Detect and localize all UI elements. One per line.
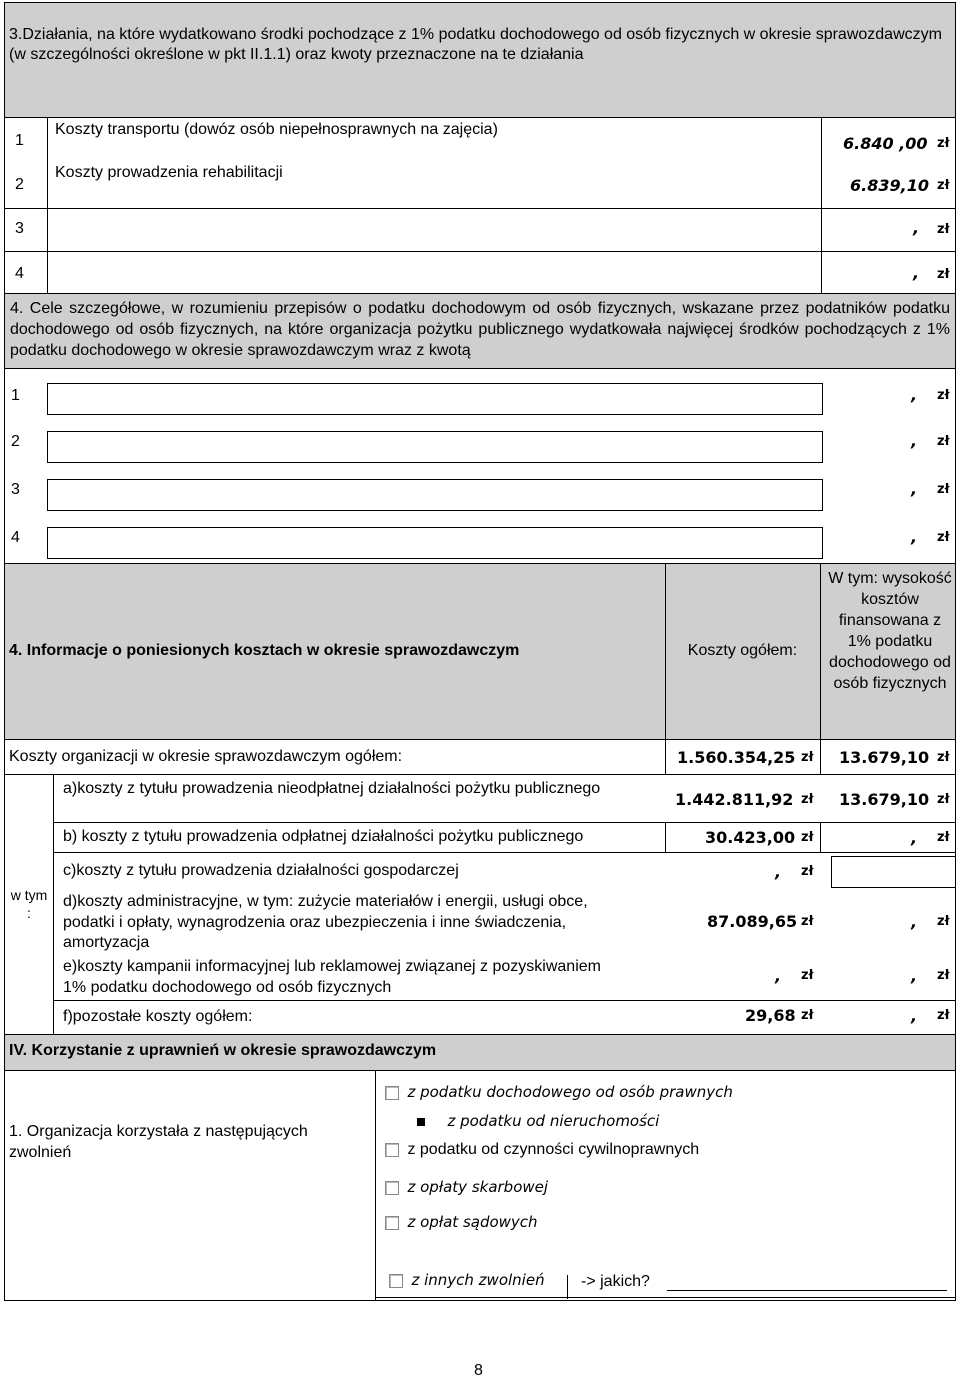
s3-row1-no: 1	[15, 132, 24, 149]
row-f-label: f)pozostałe koszty ogółem:	[63, 1008, 253, 1025]
row-e-amount: ,	[775, 966, 782, 985]
row-f-share: ,	[911, 1006, 918, 1025]
row-d-label: d)koszty administracyjne, w tym: zużycie materiałów i energii, usługi obce, podatki i opłaty, wynagrodzenia oraz ubezpieczenia i inne świadczenia, amortyzacja	[63, 893, 588, 951]
row-c-amount-unit: zł	[801, 864, 814, 879]
s3-row2-unit: zł	[937, 178, 950, 193]
row-a-amount-unit: zł	[801, 792, 814, 807]
option-3	[385, 1141, 699, 1159]
option-1	[385, 1083, 733, 1102]
row-b-amount: 30.423,00	[705, 828, 796, 847]
s3-row3-unit: zł	[937, 222, 950, 237]
checkbox-icon[interactable]	[385, 1181, 399, 1195]
row-c-amount: ,	[775, 862, 782, 881]
col-total-header: Koszty ogółem:	[687, 642, 798, 659]
row-b-share-unit: zł	[937, 830, 950, 845]
option-1-label: z podatku dochodowego od osób prawnych	[407, 1083, 733, 1101]
s4a-row2-no: 2	[11, 433, 20, 450]
s3-row4-unit: zł	[937, 267, 950, 282]
checkbox-icon[interactable]	[385, 1086, 399, 1100]
s3-row4-no: 4	[15, 265, 24, 282]
checkbox-icon[interactable]	[389, 1274, 403, 1288]
other-prompt-label: -> jakich?	[581, 1273, 650, 1290]
bullet-square-icon	[417, 1118, 425, 1126]
section-iv-title: IV. Korzystanie z uprawnień w okresie sprawozdawczym	[9, 1042, 437, 1059]
option-6-label: z innych zwolnień	[411, 1271, 545, 1289]
row-a-share: 13.679,10	[839, 790, 930, 809]
s4a-row3-amount: ,	[911, 479, 918, 498]
row-f-amount-unit: zł	[801, 1008, 814, 1023]
section4a-table	[4, 369, 956, 564]
s4a-row2-amount: ,	[911, 431, 918, 450]
section3-title: 3.Działania, na które wydatkowano środki pochodzące z 1% podatku dochodowego od osób fizycznych w okresie sprawozdawczym (w szczególności określone w pkt II.1.1) oraz kwoty przeznaczone na te działania	[9, 26, 942, 63]
checkbox-icon[interactable]	[385, 1216, 399, 1230]
option-3-label: z podatku od czynności cywilnoprawnych	[407, 1141, 700, 1158]
row-b-amount-unit: zł	[801, 830, 814, 845]
row-d-amount: 87.089,65	[707, 912, 798, 931]
s3-row2-no: 2	[15, 176, 24, 193]
section4a-header	[4, 294, 956, 369]
section3-header	[4, 2, 956, 118]
row-c-label: c)koszty z tytułu prowadzenia działalności gospodarczej	[63, 862, 459, 879]
row-d-share-unit: zł	[937, 914, 950, 929]
s4a-row1-amount: ,	[911, 385, 918, 404]
w-tym-label: w tym :	[10, 887, 48, 921]
section-iv-body	[4, 1071, 956, 1301]
s3-row3-no: 3	[15, 220, 24, 237]
total-amount: 1.560.354,25	[677, 748, 796, 767]
s3-row2-amount: 6.839,10	[850, 176, 929, 195]
row-d-amount-unit: zł	[801, 914, 814, 929]
s4a-row2-unit: zł	[937, 434, 950, 449]
row-f-amount: 29,68	[745, 1006, 796, 1025]
checkbox-icon[interactable]	[385, 1143, 399, 1157]
section3-table	[4, 118, 956, 294]
s3-row1-amount: 6.840 ,00	[843, 134, 928, 153]
option-4-label: z opłaty skarbowej	[407, 1178, 549, 1196]
col-share-header: W tym: wysokość kosztów finansowana z 1% podatku dochodowego od osób fizycznych	[828, 570, 952, 692]
section-iv-header	[4, 1035, 956, 1071]
s4a-row1-no: 1	[11, 387, 20, 404]
other-prompt	[581, 1273, 650, 1291]
row-d-share: ,	[911, 912, 918, 931]
option-6	[389, 1271, 545, 1290]
s3-row2-label: Koszty prowadzenia rehabilitacji	[55, 164, 283, 181]
row-b-share: ,	[911, 828, 918, 847]
total-share: 13.679,10	[839, 748, 930, 767]
section4b-header	[4, 564, 956, 740]
page-number: 8	[474, 1362, 483, 1379]
option-2	[417, 1112, 659, 1131]
option-5	[385, 1213, 538, 1232]
s4a-row1-unit: zł	[937, 388, 950, 403]
row-e-share-unit: zł	[937, 968, 950, 983]
option-2-label: z podatku od nieruchomości	[447, 1112, 660, 1130]
option-5-label: z opłat sądowych	[407, 1213, 538, 1231]
row-a-label: a)koszty z tytułu prowadzenia nieodpłatnej działalności pożytku publicznego	[63, 780, 601, 797]
total-amount-unit: zł	[801, 750, 814, 765]
row-e-label: e)koszty kampanii informacyjnej lub reklamowej związanej z pozyskiwaniem 1% podatku dochodowego od osób fizycznych	[63, 958, 601, 996]
row-e-share: ,	[911, 966, 918, 985]
row-b-label: b) koszty z tytułu prowadzenia odpłatnej działalności pożytku publicznego	[63, 828, 584, 845]
other-input-line[interactable]	[667, 1290, 947, 1291]
s4a-row3-unit: zł	[937, 482, 950, 497]
row-f-share-unit: zł	[937, 1008, 950, 1023]
section4b-title: 4. Informacje o poniesionych kosztach w okresie sprawozdawczym	[9, 642, 520, 659]
s4a-row4-amount: ,	[911, 527, 918, 546]
s3-row1-unit: zł	[937, 136, 950, 151]
row-a-share-unit: zł	[937, 792, 950, 807]
s3-row1-label: Koszty transportu (dowóz osób niepełnosprawnych na zajęcia)	[55, 121, 498, 138]
section4a-title: 4. Cele szczegółowe, w rozumieniu przepisów o podatku dochodowym od osób fizycznych, wskazane przez podatników podatku dochodowego od osób fizycznych, na które organizacja pożytku publicznego wydatkowała najwięcej środków pochodzących z 1% podatku dochodowego w okresie sprawozdawczym wraz z kwotą	[10, 300, 950, 359]
row-e-amount-unit: zł	[801, 968, 814, 983]
option-4	[385, 1178, 548, 1197]
row-a-amount: 1.442.811,92	[675, 790, 794, 809]
total-share-unit: zł	[937, 750, 950, 765]
s4a-row4-unit: zł	[937, 530, 950, 545]
q1-label: 1. Organizacja korzystała z następujących zwolnień	[9, 1123, 308, 1161]
s3-row4-amount: ,	[913, 263, 920, 282]
total-label: Koszty organizacji w okresie sprawozdawczym ogółem:	[9, 748, 403, 765]
s4a-row4-no: 4	[11, 529, 20, 546]
s3-row3-amount: ,	[913, 218, 920, 237]
s4a-row3-no: 3	[11, 481, 20, 498]
section4b-table	[4, 740, 956, 1035]
